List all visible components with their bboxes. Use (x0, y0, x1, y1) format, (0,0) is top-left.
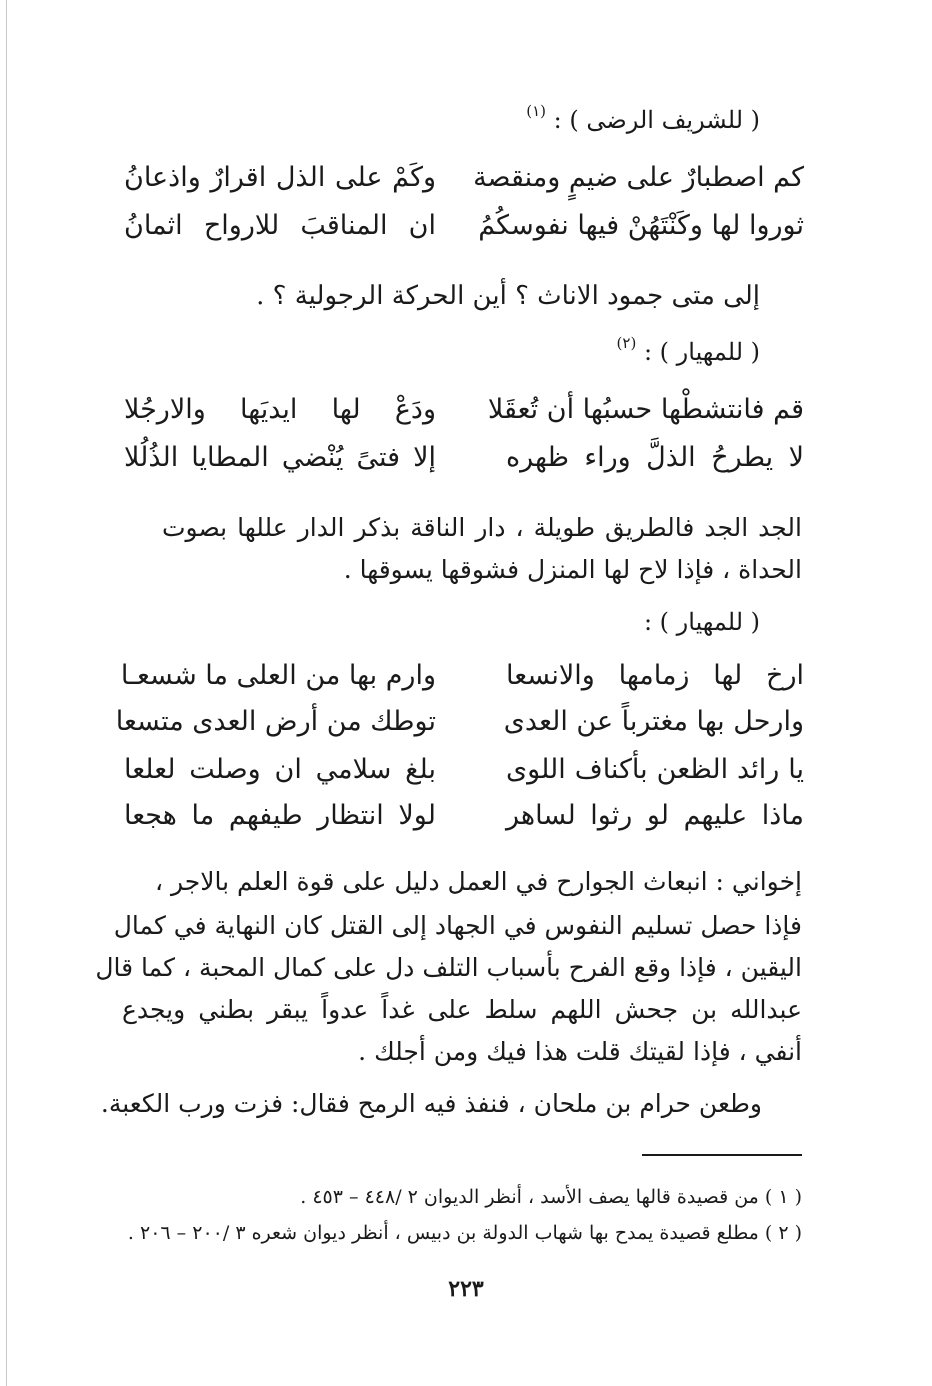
poem-3-line-3-first-hemistich: يا رائد الظعن بأكناف اللوى (506, 754, 804, 785)
poem-2-line-1-first-hemistich: قم فانتشطْها حسبُها أن تُعقَلا (487, 394, 804, 425)
poem-3-line-4-second-hemistich: لولا انتظار طيفهم ما هجعا (124, 800, 436, 831)
poem-1-line-2-second-hemistich: ان المناقبَ للارواح اثمانُ (124, 210, 436, 241)
footnote-ref-1: (١) (526, 102, 546, 120)
poem-3-line-2-second-hemistich: توطك من أرض العدى متسعا (115, 706, 436, 737)
footnote-ref-2: (٢) (616, 334, 637, 352)
footnote-2: ( ٢ ) مطلع قصيدة يمدح بها شهاب الدولة بن دبيس ، أنظر ديوان شعره ٣ /٢٠٠ – ٢٠٦ . (127, 1222, 802, 1244)
attribution-text: ( للشريف الرضى ) : (553, 106, 760, 134)
poem-3-line-1-first-hemistich: ارخ لها زمامها والانسعا (506, 660, 804, 691)
prose-2-line-1: الجد الجد فالطريق طويلة ، دار الناقة بذكر الدار عللها بصوت (162, 513, 802, 542)
poem-2-line-1-second-hemistich: ودَعْ لها ايديَها والارجُلا (124, 394, 436, 425)
poem-1-line-1-second-hemistich: وكَمْ على الذل اقرارٌ واذعانُ (124, 162, 436, 193)
poem-3-line-3-second-hemistich: بلغ سلامي ان وصلت لعلعا (124, 754, 436, 785)
poem-1-line-2-first-hemistich: ثوروا لها وكَنْتَهُنْ فيها نفوسكُمُ (478, 210, 804, 241)
attribution-text: ( للمهيار ) : (643, 338, 760, 366)
prose-3-line-3: اليقين ، فإذا وقع الفرح بأسباب التلف دل على كمال المحبة ، كما قال (95, 953, 802, 982)
poem-1-line-1-first-hemistich: كم اصطبارٌ على ضيمٍ ومنقصة (473, 162, 804, 193)
page-number: ٢٢٣ (448, 1276, 484, 1302)
prose-3-line-4: عبدالله بن جحش اللهم سلط على غداً عدواً يبقر بطني ويجدع (122, 995, 802, 1024)
poem-3-line-2-first-hemistich: وارحل بها مغترباً عن العدى (503, 706, 804, 737)
poem-3-line-1-second-hemistich: وارم بها من العلى ما شسعـا (120, 660, 436, 691)
footnote-1: ( ١ ) من قصيدة قالها يصف الأسد ، أنظر الديوان ٢ /٤٤٨ – ٤٥٣ . (300, 1186, 802, 1208)
attribution-sharif-radi (526, 100, 760, 143)
page-edge-line (6, 0, 7, 1386)
prose-2-line-2: الحداة ، فإذا لاح لها المنزل فشوقها يسوقها . (343, 555, 802, 584)
prose-4: وطعن حرام بن ملحان ، فنفذ فيه الرمح فقال: فزت ورب الكعبة. (100, 1089, 762, 1118)
poem-3-line-4-first-hemistich: ماذا عليهم لو رثوا لساهر (506, 800, 804, 831)
prose-3-line-5: أنفي ، فإذا لقيتك قلت هذا فيك ومن أجلك . (358, 1037, 802, 1066)
poem-2-line-2-first-hemistich: لا يطرحُ الذلَّ وراء ظهره (506, 442, 804, 473)
prose-3-line-2: فإذا حصل تسليم النفوس في الجهاد إلى القتل كان النهاية في كمال (113, 911, 802, 940)
poem-2-line-2-second-hemistich: إلا فتىً يُنْضي المطايا الذُلُلا (124, 442, 436, 473)
prose-question: إلى متى جمود الاناث ؟ أين الحركة الرجولية ؟ . (256, 281, 760, 311)
attribution-mihyar-2: ( للمهيار ) : (643, 608, 760, 636)
attribution-mihyar-1 (617, 332, 760, 375)
footnote-separator (642, 1154, 802, 1156)
prose-3-line-1: إخواني : انبعاث الجوارح في العمل دليل على قوة العلم بالاجر ، (154, 867, 802, 896)
